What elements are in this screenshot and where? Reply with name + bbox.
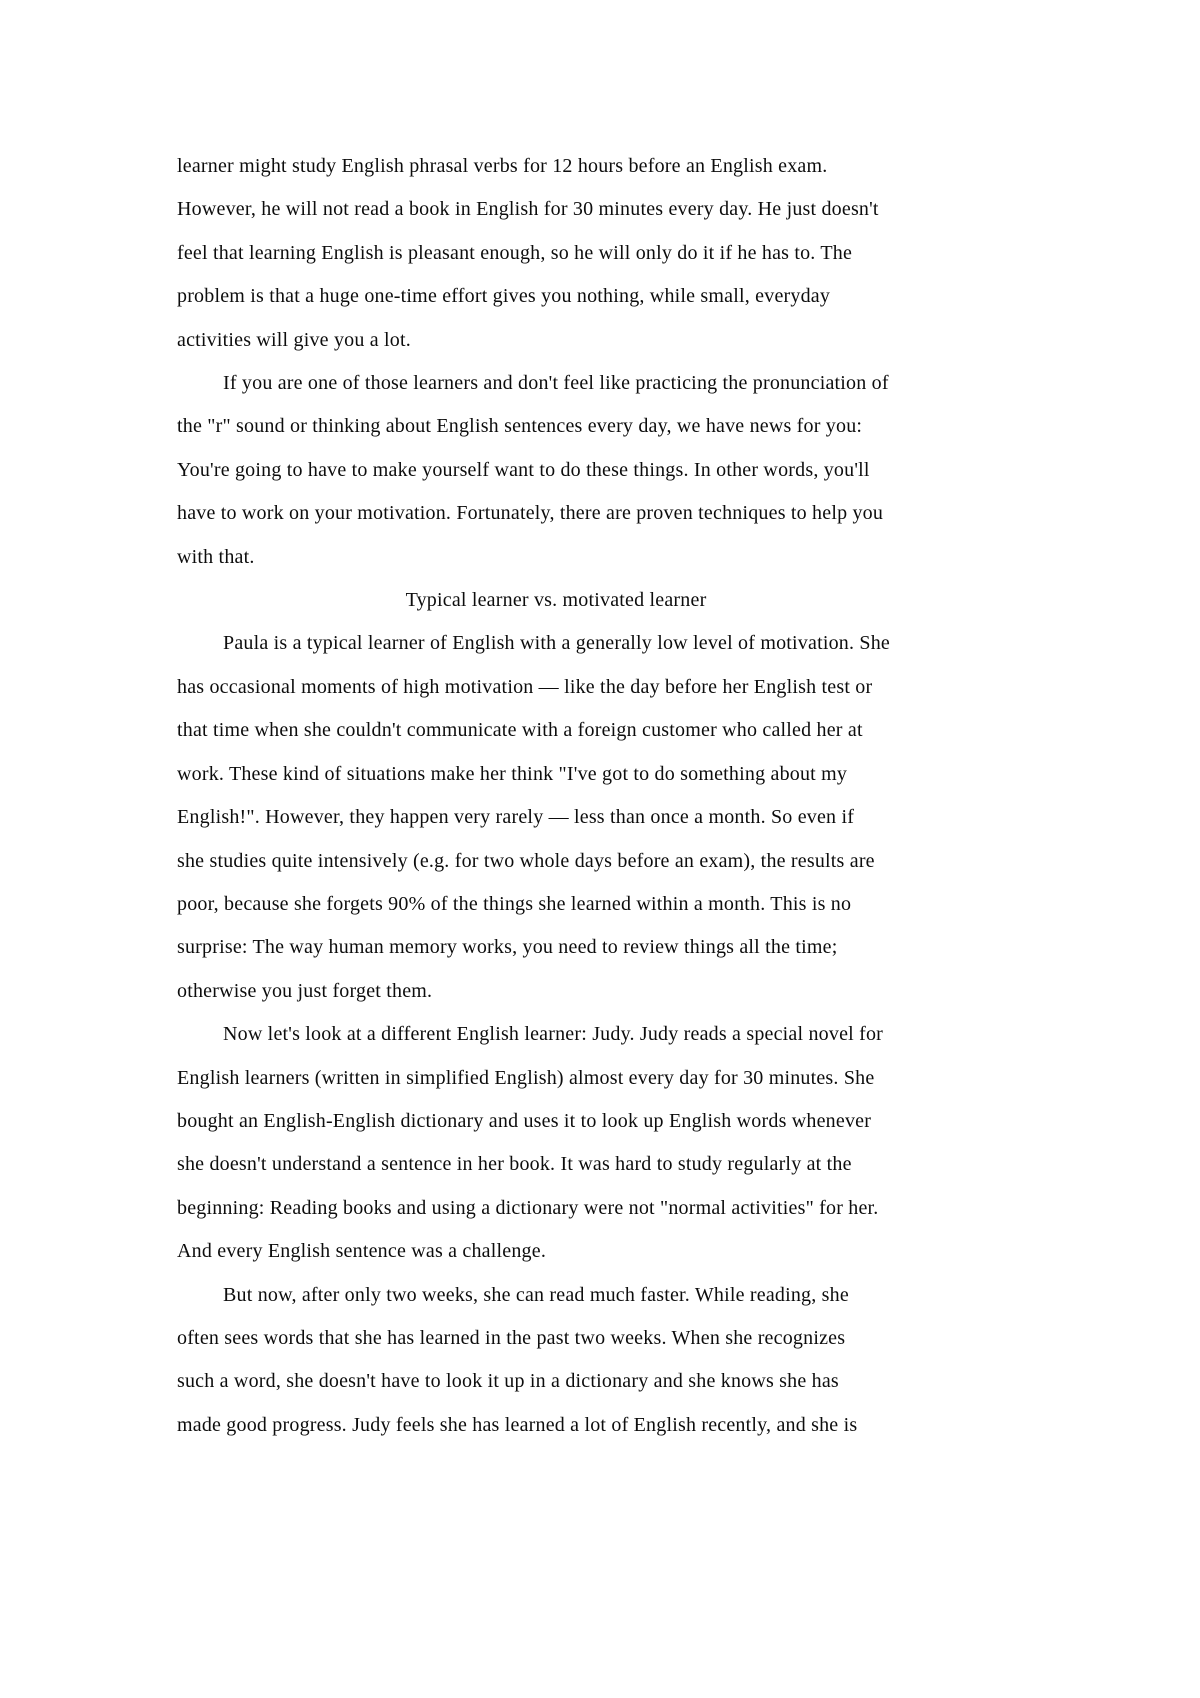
text-line: And every English sentence was a challenge. — [177, 1240, 547, 1263]
text-line: have to work on your motivation. Fortunately, there are proven techniques to help you — [177, 502, 884, 525]
text-line: If you are one of those learners and don't feel like practicing the pronunciation of — [223, 372, 889, 395]
text-line: English learners (written in simplified English) almost every day for 30 minutes. She — [177, 1066, 875, 1089]
text-line: learner might study English phrasal verbs for 12 hours before an English exam. — [177, 155, 828, 177]
text-line: often sees words that she has learned in the past two weeks. When she recognizes — [177, 1326, 846, 1349]
text-line: Paula is a typical learner of English with a generally low level of motivation. She — [223, 632, 890, 655]
text-line: otherwise you just forget them. — [177, 979, 433, 1002]
text-line: bought an English-English dictionary and uses it to look up English words whenever — [177, 1109, 872, 1132]
text-block — [177, 145, 935, 1447]
text-line: activities will give you a lot. — [177, 328, 411, 351]
text-line: English!". However, they happen very rarely — less than once a month. So even if — [177, 806, 855, 829]
text-line: poor, because she forgets 90% of the things she learned within a month. This is no — [177, 892, 852, 915]
text-line: the "r" sound or thinking about English sentences every day, we have news for you: — [177, 415, 863, 438]
section-heading: Typical learner vs. motivated learner — [405, 589, 707, 612]
text-line: surprise: The way human memory works, you need to review things all the time; — [177, 936, 838, 959]
text-line: has occasional moments of high motivation — like the day before her English test or — [177, 675, 873, 698]
text-line: problem is that a huge one-time effort gives you nothing, while small, everyday — [177, 285, 831, 308]
text-line: feel that learning English is pleasant enough, so he will only do it if he has to. The — [177, 241, 853, 264]
text-line: with that. — [177, 545, 255, 568]
text-line: However, he will not read a book in English for 30 minutes every day. He just doesn't — [177, 198, 879, 221]
text-line: work. These kind of situations make her think "I've got to do something about my — [177, 762, 848, 785]
text-line: But now, after only two weeks, she can read much faster. While reading, she — [223, 1283, 849, 1306]
text-line: made good progress. Judy feels she has learned a lot of English recently, and she is — [177, 1413, 858, 1436]
text-line: she studies quite intensively (e.g. for two whole days before an exam), the results are — [177, 849, 875, 872]
text-line: that time when she couldn't communicate with a foreign customer who called her at — [177, 719, 863, 742]
text-line: such a word, she doesn't have to look it up in a dictionary and she knows she has — [177, 1370, 839, 1393]
text-line: You're going to have to make yourself want to do these things. In other words, you'll — [177, 458, 870, 481]
text-line: Now let's look at a different English learner: Judy. Judy reads a special novel for — [223, 1023, 884, 1046]
text-line: she doesn't understand a sentence in her book. It was hard to study regularly at the — [177, 1153, 852, 1176]
text-line: beginning: Reading books and using a dictionary were not "normal activities" for her. — [177, 1196, 879, 1219]
